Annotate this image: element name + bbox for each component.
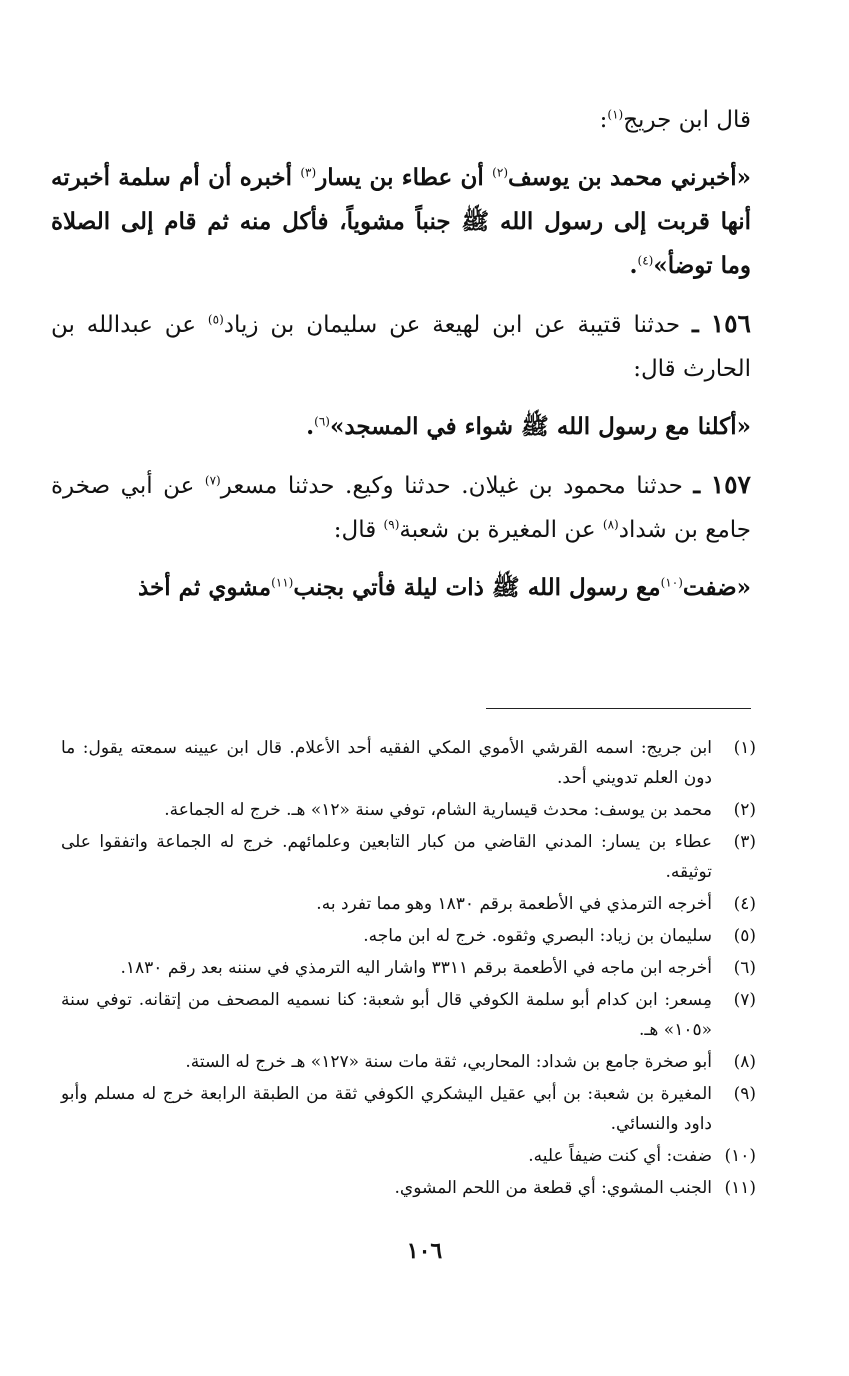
footnote-text: ضفت: أي كنت ضيفاً عليه. bbox=[528, 1146, 712, 1166]
footnote-item bbox=[61, 733, 756, 793]
footnote-number: (٤) bbox=[733, 894, 756, 914]
footnote-text: أخرجه الترمذي في الأطعمة برقم ١٨٣٠ وهو مما تفرد به. bbox=[316, 894, 712, 914]
footnote-ref: (٧) bbox=[204, 473, 221, 488]
footnote-text: أبو صخرة جامع بن شداد: المحاربي، ثقة مات سنة «١٢٧» هـ خرج له الستة. bbox=[185, 1052, 712, 1072]
hadith-dash: ـ bbox=[692, 311, 699, 338]
footnote-ref: (٦) bbox=[314, 414, 330, 429]
footnote-ref: (٥) bbox=[207, 312, 224, 327]
quote-paragraph-2 bbox=[51, 405, 751, 449]
hadith-number: ١٥٦ bbox=[710, 309, 751, 338]
intro-text: قال ابن جريج bbox=[623, 107, 751, 133]
quote-text: مع رسول الله ﷺ ذات ليلة فأتي بجنب bbox=[293, 574, 661, 601]
intro-colon: : bbox=[599, 107, 608, 133]
footnote-item bbox=[61, 1173, 756, 1203]
footnote-number: (٨) bbox=[733, 1052, 756, 1072]
footnote-number: (١) bbox=[733, 738, 756, 758]
footnote-item bbox=[61, 827, 756, 887]
footnote-item bbox=[61, 889, 756, 919]
isnad-text: حدثنا محمود بن غيلان. حدثنا وكيع. حدثنا مسعر bbox=[220, 473, 694, 499]
footnote-number: (٥) bbox=[733, 926, 756, 946]
quote-end: . bbox=[629, 252, 638, 279]
footnote-item bbox=[61, 985, 756, 1045]
isnad-text: عن المغيرة بن شعبة bbox=[399, 517, 603, 543]
quote-text: مشوي ثم أخذ bbox=[137, 574, 272, 601]
footnote-ref: (٩) bbox=[383, 517, 400, 532]
footnote-ref: (١) bbox=[607, 107, 624, 122]
quote-text: «أكلنا مع رسول الله ﷺ شواء في المسجد» bbox=[329, 413, 751, 440]
footnote-item bbox=[61, 953, 756, 983]
footnote-text: الجنب المشوي: أي قطعة من اللحم المشوي. bbox=[394, 1178, 712, 1198]
footnote-ref: (١١) bbox=[271, 575, 294, 590]
hadith-157 bbox=[51, 463, 751, 552]
isnad-text: حدثنا قتيبة عن ابن لهيعة عن سليمان بن زياد bbox=[223, 312, 693, 338]
footnote-ref: (٣) bbox=[300, 165, 317, 180]
footnote-number: (٧) bbox=[733, 990, 756, 1010]
hadith-number: ١٥٧ bbox=[710, 470, 751, 499]
footnote-text: المغيرة بن شعبة: بن أبي عقيل اليشكري الكوفي ثقة من الطبقة الرابعة خرج له مسلم وأبو داود والنسائي. bbox=[61, 1084, 712, 1134]
footnote-item bbox=[61, 1047, 756, 1077]
footnote-text: عطاء بن يسار: المدني القاضي من كبار التابعين وعلمائهم. خرج له الجماعة واتفقوا على توثيقه. bbox=[61, 832, 712, 882]
footnote-ref: (٨) bbox=[602, 517, 619, 532]
hadith-156 bbox=[51, 302, 751, 391]
page-number: ١٠٦ bbox=[406, 1238, 443, 1264]
quote-text: أخبره أن أم سلمة أخبرته أنها قربت إلى رسول الله ﷺ جنباً مشوياً، فأكل منه ثم قام إلى الصلاة وما توضأ» bbox=[51, 164, 751, 279]
footnote-item bbox=[61, 921, 756, 951]
footnote-item bbox=[61, 1141, 756, 1171]
footnote-number: (١١) bbox=[724, 1178, 756, 1198]
footnote-ref: (٢) bbox=[492, 165, 508, 180]
quote-end: . bbox=[306, 413, 315, 440]
footnote-text: محمد بن يوسف: محدث قيسارية الشام، توفي سنة «١٢» هـ. خرج له الجماعة. bbox=[164, 800, 712, 820]
quote-paragraph-1 bbox=[51, 156, 751, 288]
quote-text: أن عطاء بن يسار bbox=[316, 164, 493, 191]
footnote-number: (٣) bbox=[733, 832, 756, 852]
footnote-number: (٦) bbox=[733, 958, 756, 978]
hadith-dash: ـ bbox=[693, 472, 701, 499]
footnote-item bbox=[61, 1079, 756, 1139]
footnote-text: أخرجه ابن ماجه في الأطعمة برقم ٣٣١١ واشار اليه الترمذي في سننه بعد رقم ١٨٣٠. bbox=[120, 958, 712, 978]
isnad-text: عن أبي صخرة جامع بن شداد bbox=[51, 473, 751, 543]
isnad-text: قال: bbox=[333, 517, 384, 543]
footnote-ref: (٤) bbox=[637, 253, 654, 268]
quote-text: «أخبرني محمد بن يوسف bbox=[508, 164, 751, 191]
footnote-item bbox=[61, 795, 756, 825]
footnotes bbox=[61, 733, 756, 1205]
footnote-ref: (١٠) bbox=[660, 575, 683, 590]
footnote-text: سليمان بن زياد: البصري وثقوه. خرج له ابن ماجه. bbox=[363, 926, 712, 946]
quote-paragraph-3 bbox=[51, 566, 751, 610]
footnote-text: مِسعر: ابن كدام أبو سلمة الكوفي قال أبو شعبة: كنا نسميه المصحف من إتقانه. توفي سنة «١٠٥» هـ. bbox=[61, 990, 712, 1040]
footnote-number: (١٠) bbox=[724, 1146, 756, 1166]
quote-text: «ضفت bbox=[682, 574, 751, 601]
main-text bbox=[51, 98, 751, 624]
isnad-text: عن عبدالله بن الحارث قال: bbox=[51, 312, 751, 382]
footnote-number: (٩) bbox=[733, 1084, 756, 1104]
footnote-number: (٢) bbox=[733, 800, 756, 820]
footnote-separator bbox=[486, 708, 751, 709]
intro-line bbox=[51, 98, 751, 142]
footnote-text: ابن جريج: اسمه القرشي الأموي المكي الفقيه أحد الأعلام. قال ابن عيينه سمعته يقول: ما دون العلم تدويني أحد. bbox=[61, 738, 712, 788]
